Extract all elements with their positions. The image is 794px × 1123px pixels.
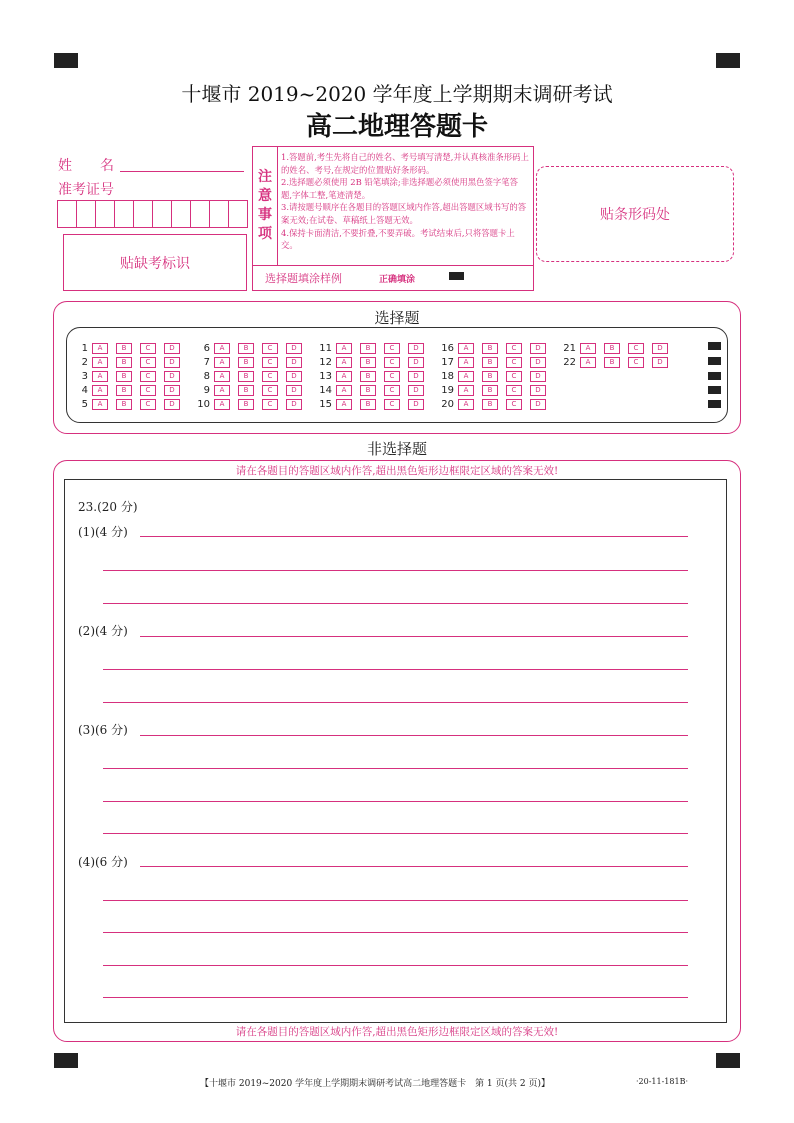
nonmc-title: 非选择题 xyxy=(366,440,427,458)
name-label: 姓 名 xyxy=(58,158,114,174)
option-bubble[interactable]: A xyxy=(92,399,108,410)
notice-heading: 注 意 事 项 xyxy=(253,147,278,265)
option-bubble[interactable]: A xyxy=(580,343,596,354)
option-bubble[interactable]: A xyxy=(336,385,352,396)
option-bubble[interactable]: B xyxy=(360,343,376,354)
id-digit-box[interactable] xyxy=(57,200,77,228)
question-number: 12 xyxy=(319,356,332,368)
question-number: 10 xyxy=(197,398,210,410)
option-bubble[interactable]: C xyxy=(506,357,522,368)
option-bubble[interactable]: D xyxy=(530,385,546,396)
option-bubble[interactable]: C xyxy=(384,343,400,354)
question-number: 17 xyxy=(441,356,454,368)
id-digit-box[interactable] xyxy=(152,200,172,228)
option-bubble[interactable]: C xyxy=(262,371,278,382)
question-number: 7 xyxy=(203,356,210,368)
option-bubble[interactable]: A xyxy=(458,371,474,382)
option-bubble[interactable]: A xyxy=(336,343,352,354)
option-bubble[interactable]: C xyxy=(384,357,400,368)
registration-marker xyxy=(54,53,78,68)
option-bubble[interactable]: A xyxy=(214,385,230,396)
option-bubble[interactable]: C xyxy=(140,343,156,354)
option-bubble[interactable]: C xyxy=(262,357,278,368)
writing-line[interactable] xyxy=(103,900,688,901)
fill-sample-label: 选择题填涂样例 xyxy=(265,272,342,285)
part-1-heading: (1)(4 分) xyxy=(78,525,128,539)
question-number: 2 xyxy=(81,356,88,368)
writing-line[interactable] xyxy=(140,636,688,637)
writing-line[interactable] xyxy=(103,965,688,966)
option-bubble[interactable]: D xyxy=(286,357,302,368)
option-bubble[interactable]: A xyxy=(336,371,352,382)
writing-line[interactable] xyxy=(140,866,688,867)
option-bubble[interactable]: B xyxy=(482,357,498,368)
writing-line[interactable] xyxy=(103,669,688,670)
question-number: 19 xyxy=(441,384,454,396)
option-bubble[interactable]: B xyxy=(116,399,132,410)
mc-question xyxy=(192,384,310,396)
notice-box xyxy=(252,146,534,291)
option-bubble[interactable]: C xyxy=(384,385,400,396)
registration-marker xyxy=(716,1053,740,1068)
barcode-area: 贴条形码处 xyxy=(536,166,734,262)
option-bubble[interactable]: D xyxy=(530,371,546,382)
option-bubble[interactable]: B xyxy=(482,371,498,382)
notice-item: 4.保持卡面清洁,不要折叠,不要弄破。考试结束后,只将答题卡上交。 xyxy=(281,227,515,251)
writing-line[interactable] xyxy=(103,603,688,604)
option-bubble[interactable]: A xyxy=(214,399,230,410)
registration-marker xyxy=(716,53,740,68)
part-3-heading: (3)(6 分) xyxy=(78,723,128,737)
id-digit-box[interactable] xyxy=(209,200,229,228)
registration-marker xyxy=(54,1053,78,1068)
option-bubble[interactable]: B xyxy=(238,399,254,410)
question-number: 20 xyxy=(441,398,454,410)
option-bubble[interactable]: D xyxy=(408,371,424,382)
option-bubble[interactable]: D xyxy=(164,343,180,354)
option-bubble[interactable]: D xyxy=(164,385,180,396)
option-bubble[interactable]: D xyxy=(164,399,180,410)
writing-line[interactable] xyxy=(103,833,688,834)
option-bubble[interactable]: C xyxy=(506,385,522,396)
part-2-heading: (2)(4 分) xyxy=(78,624,128,638)
option-bubble[interactable]: A xyxy=(458,385,474,396)
writing-line[interactable] xyxy=(140,735,688,736)
mc-question xyxy=(70,356,188,368)
option-bubble[interactable]: B xyxy=(604,343,620,354)
mc-question xyxy=(314,370,432,382)
question-number: 22 xyxy=(563,356,576,368)
question-number: 18 xyxy=(441,370,454,382)
mc-question xyxy=(436,398,554,410)
option-bubble[interactable]: B xyxy=(360,357,376,368)
option-bubble[interactable]: C xyxy=(140,357,156,368)
writing-line[interactable] xyxy=(103,702,688,703)
mc-question xyxy=(314,384,432,396)
option-bubble[interactable]: D xyxy=(408,343,424,354)
answer-warning-bottom: 请在各题目的答题区域内作答,超出黑色矩形边框限定区域的答案无效! xyxy=(235,1026,559,1038)
page-footer: 【十堰市 2019~2020 学年度上学期期末调研考试高二地理答题卡 第 1 页(共 2 页)】 xyxy=(200,1079,550,1089)
notice-items xyxy=(281,151,529,252)
writing-line[interactable] xyxy=(103,801,688,802)
question-number: 6 xyxy=(203,342,210,354)
option-bubble[interactable]: D xyxy=(164,357,180,368)
option-bubble[interactable]: B xyxy=(360,371,376,382)
option-bubble[interactable]: A xyxy=(580,357,596,368)
notice-item: 1.答题前,考生先将自己的姓名、考号填写清楚,并认真核准条形码上的姓名、考号,在规定的位置贴好条形码。 xyxy=(281,152,529,175)
id-digit-box[interactable] xyxy=(95,200,115,228)
option-bubble[interactable]: C xyxy=(628,357,644,368)
question-number: 5 xyxy=(81,398,88,410)
id-digit-box[interactable] xyxy=(76,200,96,228)
option-bubble[interactable]: B xyxy=(482,385,498,396)
option-bubble[interactable]: B xyxy=(116,385,132,396)
option-bubble[interactable]: A xyxy=(336,357,352,368)
option-bubble[interactable]: A xyxy=(92,385,108,396)
option-bubble[interactable]: D xyxy=(408,385,424,396)
question-number: 11 xyxy=(319,342,332,354)
mc-question xyxy=(314,356,432,368)
option-bubble[interactable]: D xyxy=(408,399,424,410)
timing-mark xyxy=(708,372,721,380)
option-bubble[interactable]: A xyxy=(214,371,230,382)
option-bubble[interactable]: B xyxy=(116,371,132,382)
option-bubble[interactable]: C xyxy=(140,371,156,382)
missing-exam-sticker-area: 贴缺考标识 xyxy=(63,234,247,291)
part-4-heading: (4)(6 分) xyxy=(78,855,128,869)
question-number: 4 xyxy=(81,384,88,396)
option-bubble[interactable]: D xyxy=(286,399,302,410)
question-number: 14 xyxy=(319,384,332,396)
exam-title: 十堰市 2019~2020 学年度上学期期末调研考试 xyxy=(181,82,613,106)
question-number: 21 xyxy=(563,342,576,354)
option-bubble[interactable]: B xyxy=(482,399,498,410)
question-number: 9 xyxy=(203,384,210,396)
option-bubble[interactable]: C xyxy=(140,399,156,410)
option-bubble[interactable]: A xyxy=(214,357,230,368)
mc-question xyxy=(558,342,676,354)
question-number: 1 xyxy=(81,342,88,354)
answer-box[interactable] xyxy=(64,479,727,1023)
option-bubble[interactable]: C xyxy=(506,343,522,354)
option-bubble[interactable]: D xyxy=(164,371,180,382)
option-bubble[interactable]: B xyxy=(238,343,254,354)
option-bubble[interactable]: D xyxy=(530,357,546,368)
option-bubble[interactable]: D xyxy=(286,371,302,382)
mc-question xyxy=(70,342,188,354)
mc-question xyxy=(436,384,554,396)
id-digit-box[interactable] xyxy=(133,200,153,228)
mc-title: 选择题 xyxy=(374,309,420,327)
option-bubble[interactable]: C xyxy=(506,399,522,410)
timing-mark xyxy=(708,386,721,394)
sheet-code: ·20-11-181B· xyxy=(636,1077,688,1086)
option-bubble[interactable]: B xyxy=(238,385,254,396)
correct-fill-sample xyxy=(449,272,464,280)
option-bubble[interactable]: D xyxy=(652,343,668,354)
exam-id-label: 准考证号 xyxy=(58,182,114,198)
mc-question xyxy=(436,356,554,368)
option-bubble[interactable]: A xyxy=(92,357,108,368)
option-bubble[interactable]: C xyxy=(628,343,644,354)
option-bubble[interactable]: C xyxy=(506,371,522,382)
option-bubble[interactable]: D xyxy=(408,357,424,368)
writing-line[interactable] xyxy=(103,570,688,571)
option-bubble[interactable]: A xyxy=(336,399,352,410)
option-bubble[interactable]: D xyxy=(286,385,302,396)
mc-question xyxy=(436,342,554,354)
option-bubble[interactable]: B xyxy=(360,399,376,410)
mc-question xyxy=(70,384,188,396)
writing-line[interactable] xyxy=(140,536,688,537)
option-bubble[interactable]: D xyxy=(652,357,668,368)
option-bubble[interactable]: A xyxy=(458,399,474,410)
question-number: 8 xyxy=(203,370,210,382)
notice-item: 2.选择题必须使用 2B 铅笔填涂;非选择题必须使用黑色签字笔答题,字体工整,笔迹清楚。 xyxy=(281,177,518,200)
id-digit-box[interactable] xyxy=(190,200,210,228)
mc-question xyxy=(192,370,310,382)
option-bubble[interactable]: C xyxy=(384,399,400,410)
option-bubble[interactable]: A xyxy=(458,343,474,354)
timing-mark xyxy=(708,342,721,350)
question-number: 13 xyxy=(319,370,332,382)
option-bubble[interactable]: B xyxy=(238,357,254,368)
option-bubble[interactable]: C xyxy=(384,371,400,382)
mc-question xyxy=(192,398,310,410)
mc-question xyxy=(70,398,188,410)
option-bubble[interactable]: B xyxy=(482,343,498,354)
option-bubble[interactable]: B xyxy=(360,385,376,396)
option-bubble[interactable]: A xyxy=(92,343,108,354)
mc-question xyxy=(192,342,310,354)
question-number: 16 xyxy=(441,342,454,354)
option-bubble[interactable]: C xyxy=(140,385,156,396)
writing-line[interactable] xyxy=(103,768,688,769)
option-bubble[interactable]: B xyxy=(116,343,132,354)
exam-id-grid[interactable] xyxy=(58,200,248,228)
mc-question xyxy=(314,342,432,354)
mc-question xyxy=(436,370,554,382)
timing-mark xyxy=(708,400,721,408)
option-bubble[interactable]: B xyxy=(238,371,254,382)
option-bubble[interactable]: D xyxy=(530,399,546,410)
option-bubble[interactable]: D xyxy=(286,343,302,354)
mc-question xyxy=(192,356,310,368)
option-bubble[interactable]: A xyxy=(92,371,108,382)
timing-mark xyxy=(708,357,721,365)
id-digit-box[interactable] xyxy=(171,200,191,228)
id-digit-box[interactable] xyxy=(114,200,134,228)
sheet-title: 高二地理答题卡 xyxy=(305,112,488,142)
option-bubble[interactable]: C xyxy=(262,399,278,410)
answer-warning-top: 请在各题目的答题区域内作答,超出黑色矩形边框限定区域的答案无效! xyxy=(235,465,559,477)
question-number: 3 xyxy=(81,370,88,382)
correct-fill-label: 正确填涂 xyxy=(379,275,416,285)
notice-item: 3.请按题号顺序在各题目的答题区域内作答,超出答题区域书写的答案无效;在试卷、草稿纸上答题无效。 xyxy=(281,202,527,225)
writing-line[interactable] xyxy=(103,997,688,998)
option-bubble[interactable]: C xyxy=(262,385,278,396)
id-digit-box[interactable] xyxy=(228,200,248,228)
question-23-heading: 23.(20 分) xyxy=(78,500,138,514)
option-bubble[interactable]: B xyxy=(116,357,132,368)
mc-question xyxy=(314,398,432,410)
option-bubble[interactable]: B xyxy=(604,357,620,368)
mc-question xyxy=(70,370,188,382)
option-bubble[interactable]: A xyxy=(214,343,230,354)
option-bubble[interactable]: C xyxy=(262,343,278,354)
question-number: 15 xyxy=(319,398,332,410)
writing-line[interactable] xyxy=(103,932,688,933)
mc-question xyxy=(558,356,676,368)
option-bubble[interactable]: A xyxy=(458,357,474,368)
option-bubble[interactable]: D xyxy=(530,343,546,354)
name-field[interactable] xyxy=(120,171,244,172)
